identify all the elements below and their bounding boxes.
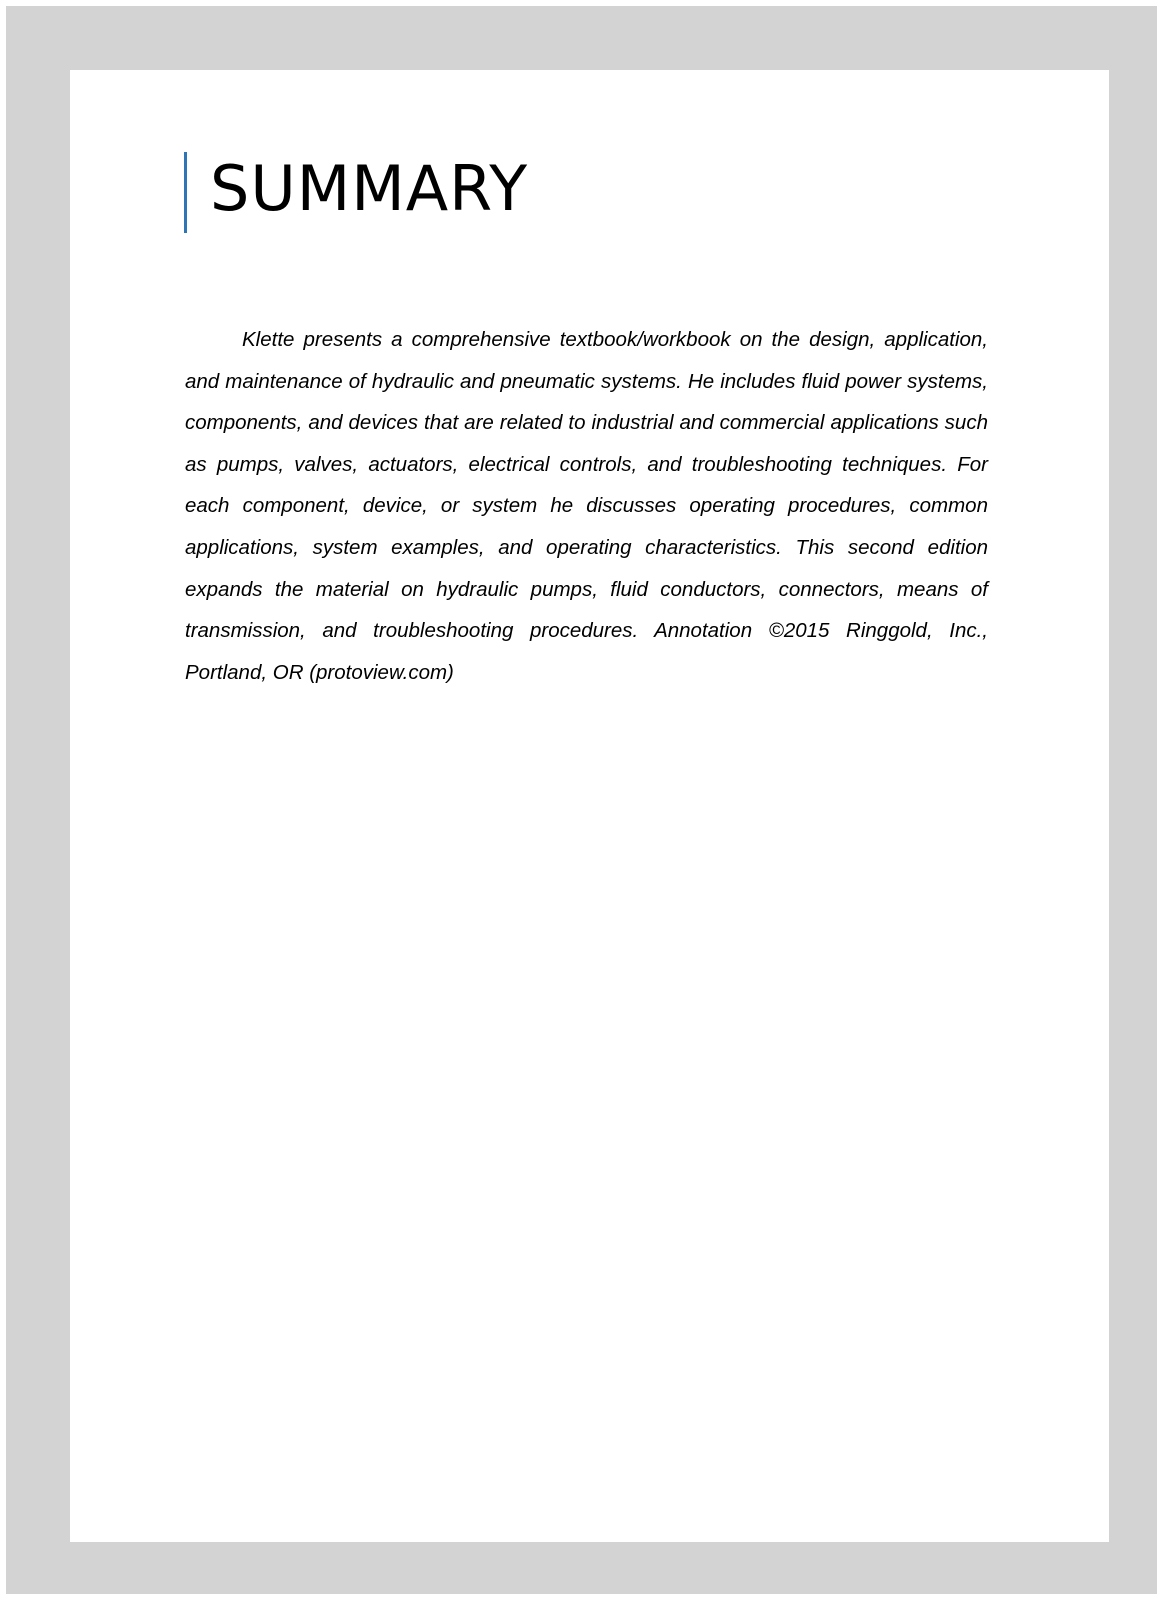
page-frame xyxy=(6,6,1157,1594)
heading-accent-bar xyxy=(184,152,187,233)
summary-paragraph: Klette presents a comprehensive textbook/workbook on the design, application, and maintenance of hydraulic and pneumatic systems. He includes fluid power systems, components, and devices that are related to industrial and commercial applications such as pumps, valves, actuators, electrical controls, and troubleshooting techniques. For each component, device, or system he discusses operating procedures, common applications, system examples, and operating characteristics. This second edition expands the material on hydraulic pumps, fluid conductors, connectors, means of transmission, and troubleshooting procedures. Annotation ©2015 Ringgold, Inc., Portland, OR (protoview.com) xyxy=(185,328,988,684)
page-title: SUMMARY xyxy=(210,152,529,225)
document-page xyxy=(70,70,1109,1542)
